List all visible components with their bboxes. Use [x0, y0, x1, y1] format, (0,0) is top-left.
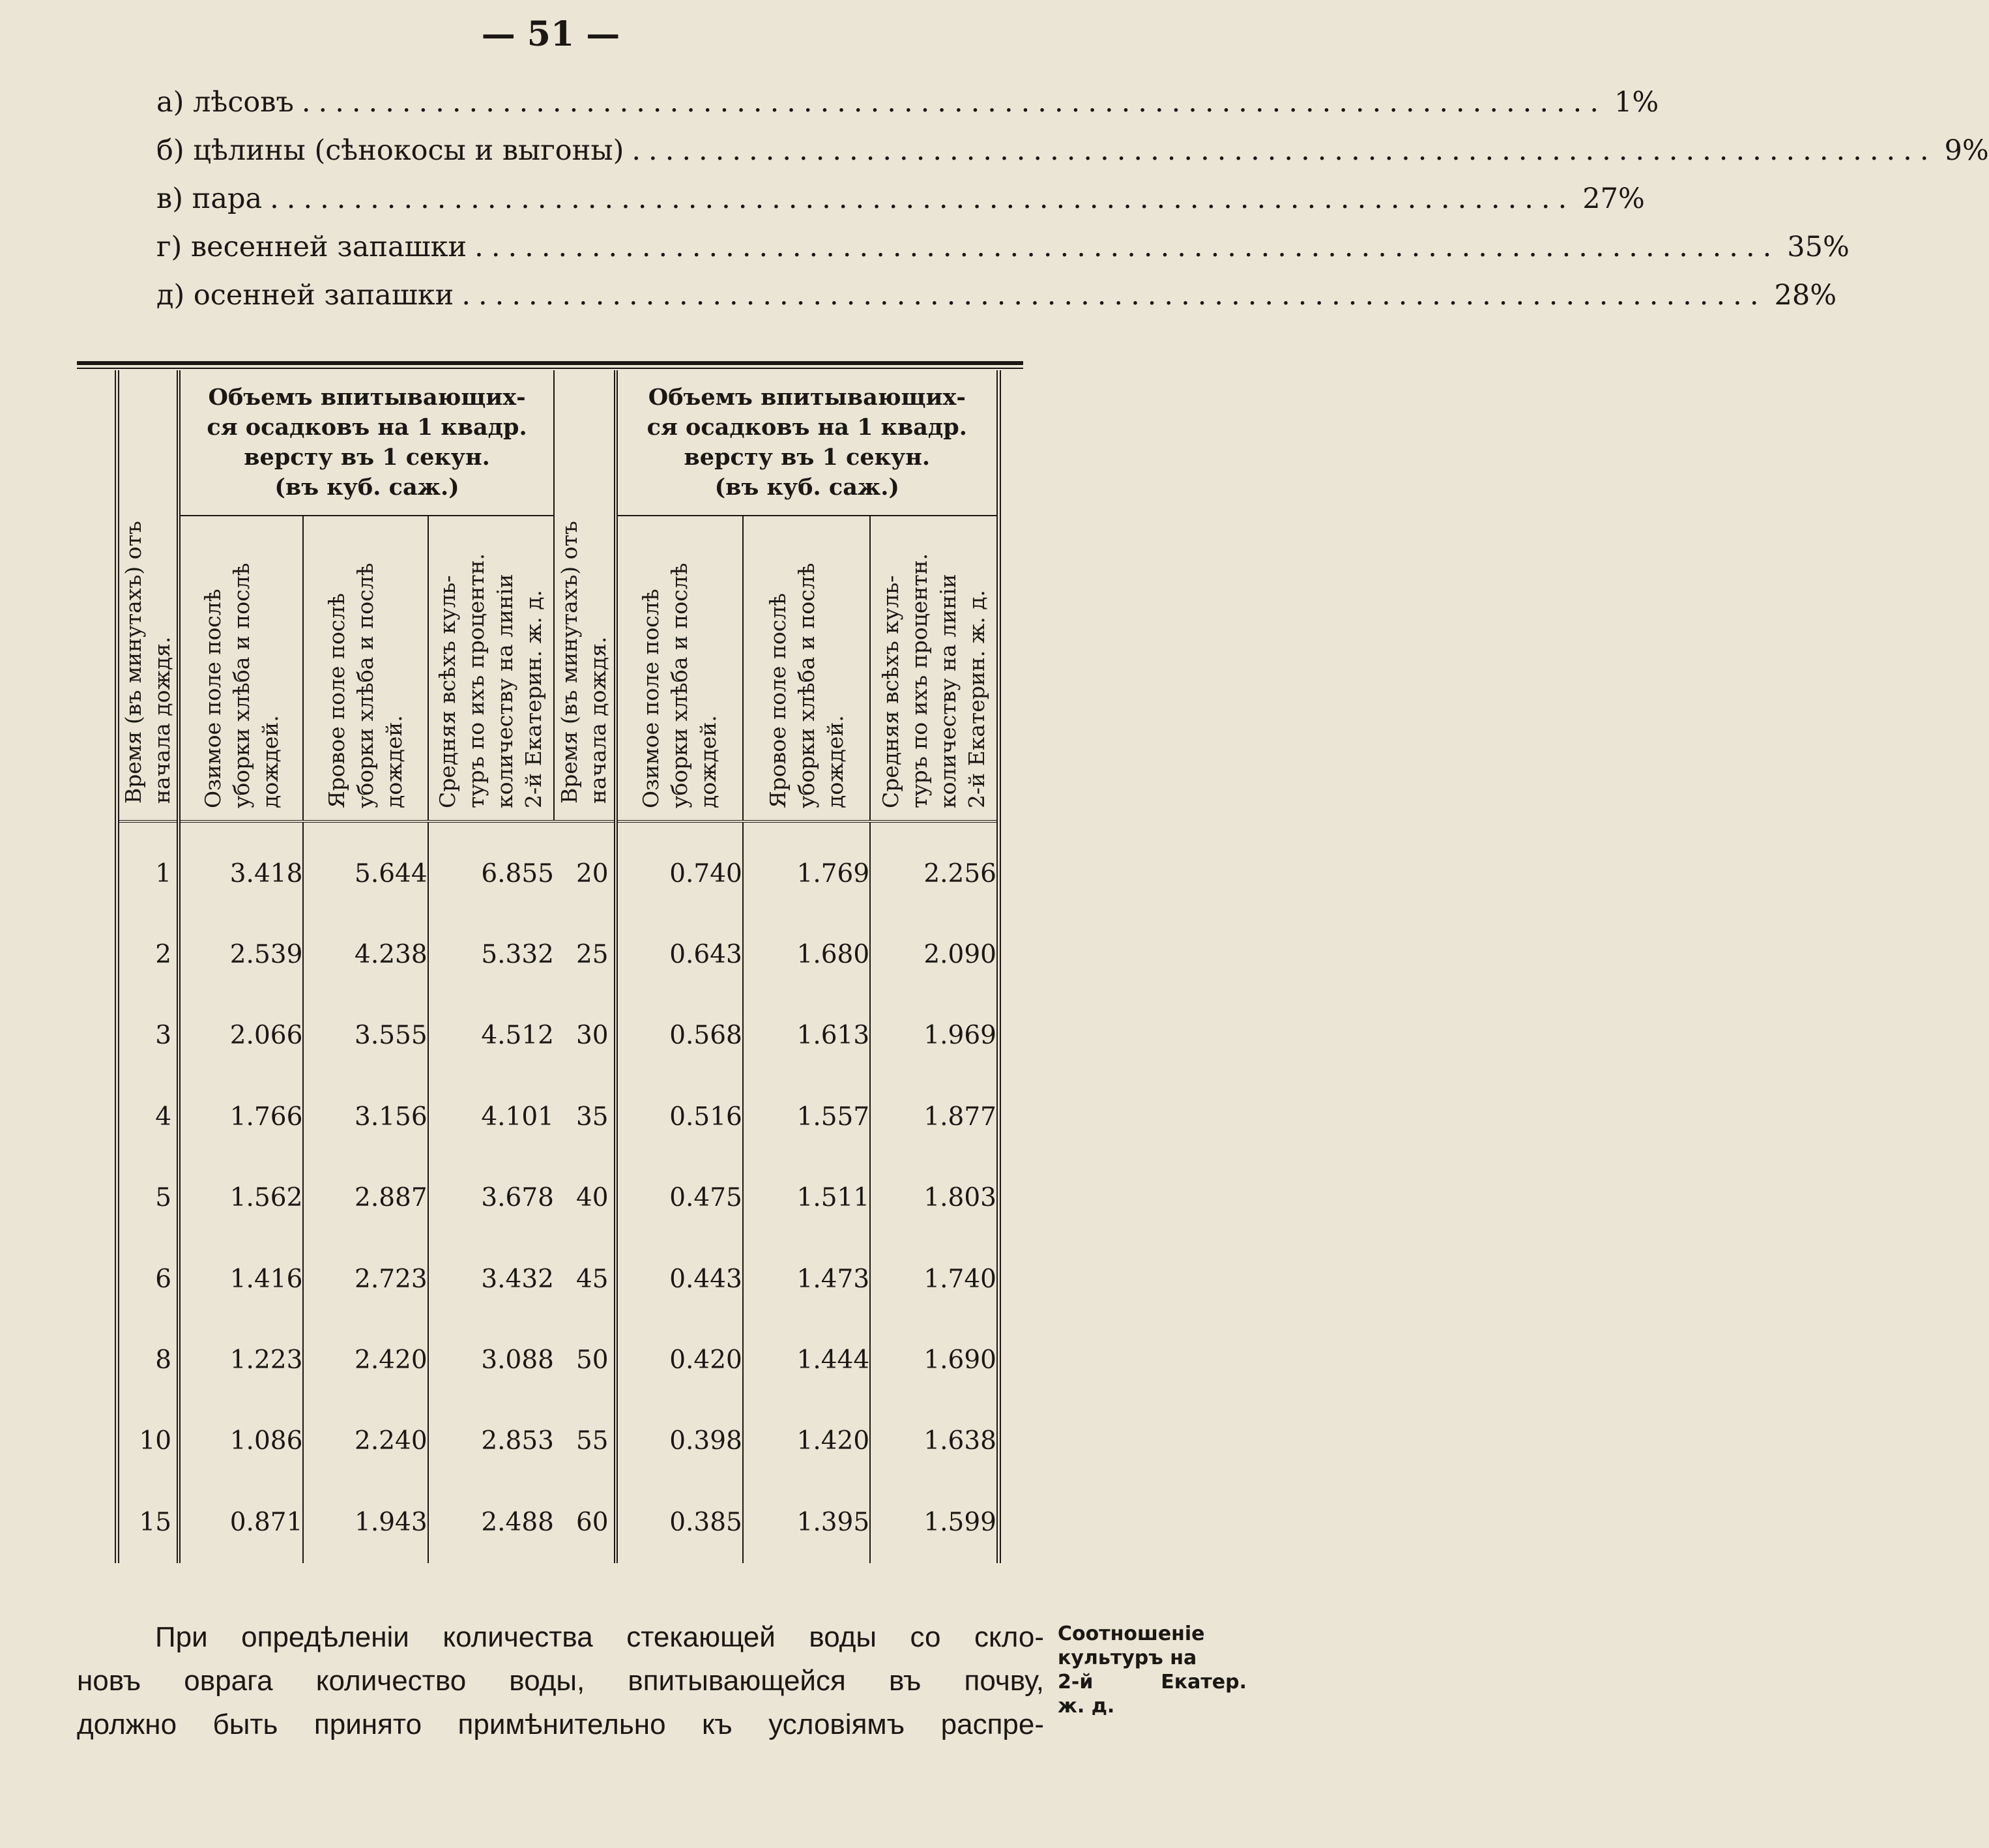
winter-cell: 2.539 [229, 940, 303, 970]
spring-cell: 1.473 [743, 1239, 870, 1319]
time-cell: 30 [554, 995, 616, 1076]
header-line: дождей. [695, 715, 721, 808]
time-cell: 8 [117, 1319, 179, 1400]
header-line: Средняя всѣхъ куль- [877, 575, 903, 808]
crop-label: г) весенней запашки [156, 231, 467, 263]
crop-item [156, 86, 1659, 134]
winter-cell: 1.086 [229, 1426, 303, 1456]
time-cell: 15 [117, 1482, 179, 1562]
volume-group-header [616, 370, 999, 516]
header-line: начала дождя. [149, 636, 175, 804]
table-row [117, 914, 999, 995]
table-row [117, 1401, 999, 1482]
winter-cell: 1.416 [229, 1264, 303, 1294]
header-line: дождей. [257, 715, 283, 808]
time-cell: 35 [554, 1076, 616, 1157]
header-line: Время (въ минутахъ) отъ [121, 521, 147, 804]
average-cell: 2.488 [428, 1482, 554, 1562]
average-cell: 3.432 [428, 1239, 554, 1319]
time-cell: 3 [117, 995, 179, 1076]
spring-cell: 4.238 [303, 914, 428, 995]
winter-cell: 3.418 [229, 858, 303, 888]
header-line: Озимое поле послѣ [199, 589, 225, 808]
crop-percent: 27% [1582, 183, 1645, 215]
time-cell: 40 [554, 1158, 616, 1239]
header-line: уборки хлѣба и послѣ [353, 563, 379, 808]
header-line: уборки хлѣба и послѣ [228, 563, 254, 808]
spring-field-header [743, 516, 870, 821]
winter-cell: 1.562 [229, 1183, 303, 1213]
winter-field-header [616, 516, 743, 821]
average-cell: 4.101 [428, 1076, 554, 1157]
header-line: (въ куб. саж.) [714, 474, 899, 501]
winter-field-header [179, 516, 303, 821]
header-line: Время (въ минутахъ) отъ [557, 521, 583, 804]
header-line: количеству на линіи [935, 574, 961, 808]
time-cell: 60 [554, 1482, 616, 1562]
page-number: — 51 — [481, 14, 620, 54]
average-cell: 5.332 [428, 914, 554, 995]
table-row [117, 1482, 999, 1562]
header-line: Объемъ впитывающих- [208, 384, 526, 411]
winter-cell: 0.420 [669, 1345, 742, 1375]
average-cell: 2.090 [870, 914, 998, 995]
average-header [870, 516, 998, 821]
average-cell: 2.853 [428, 1401, 554, 1482]
text-line: При опредѣленіи количества стекающей воды со скло- [155, 1621, 1044, 1653]
header-line: туръ по ихъ процентн. [906, 553, 932, 808]
spring-cell: 5.644 [303, 821, 428, 914]
header-line: версту въ 1 секун. [684, 444, 931, 471]
spring-cell: 1.420 [743, 1401, 870, 1482]
crop-percent: 9% [1944, 134, 1989, 167]
text-line: должно быть принято примѣнительно къ условіямъ распре- [77, 1709, 1044, 1740]
dot-leader: .............................................................................. [474, 231, 1780, 263]
header-line: (въ куб. саж.) [274, 474, 459, 501]
crop-item [156, 279, 1837, 327]
crop-item [156, 134, 1989, 183]
spring-cell: 1.680 [743, 914, 870, 995]
spring-field-header [303, 516, 428, 821]
spring-cell: 1.395 [743, 1482, 870, 1562]
margin-note-line: культуръ на [1058, 1647, 1197, 1669]
header-line: Озимое поле послѣ [638, 589, 664, 808]
header-line: ся осадковъ на 1 квадр. [207, 414, 527, 441]
spring-cell: 1.557 [743, 1076, 870, 1157]
spring-cell: 1.769 [743, 821, 870, 914]
average-cell: 4.512 [428, 995, 554, 1076]
average-cell: 1.969 [870, 995, 998, 1076]
header-line: количеству на линіи [492, 574, 518, 808]
time-cell: 55 [554, 1401, 616, 1482]
header-line: Объемъ впитывающих- [648, 384, 966, 411]
header-line: версту въ 1 секун. [244, 444, 490, 471]
time-cell: 45 [554, 1239, 616, 1319]
spring-cell: 3.156 [303, 1076, 428, 1157]
header-line: начала дождя. [585, 636, 611, 804]
dot-leader: .............................................................................. [632, 134, 1937, 167]
table-row [117, 1319, 999, 1400]
dot-leader: .............................................................................. [270, 183, 1575, 215]
crop-label: д) осенней запашки [156, 279, 454, 312]
header-line: уборки хлѣба и послѣ [793, 563, 819, 808]
time-cell: 2 [117, 914, 179, 995]
winter-cell: 0.740 [669, 858, 742, 888]
crop-label: а) лѣсовъ [156, 86, 294, 119]
crop-item [156, 231, 1850, 279]
spring-cell: 3.555 [303, 995, 428, 1076]
table-header-row [117, 370, 999, 516]
margin-note-line: Соотношеніе [1058, 1622, 1205, 1645]
time-cell: 25 [554, 914, 616, 995]
crop-label: б) цѣлины (сѣнокосы и выгоны) [156, 134, 624, 167]
spring-cell: 2.420 [303, 1319, 428, 1400]
table-row [117, 1158, 999, 1239]
spring-cell: 1.511 [743, 1158, 870, 1239]
dot-leader: .............................................................................. [461, 279, 1767, 312]
crop-percent: 35% [1787, 231, 1850, 263]
body-paragraph [77, 1615, 1044, 1746]
header-line: Яровое поле послѣ [764, 593, 791, 808]
table-top-rule [77, 361, 1023, 365]
crop-percent: 28% [1774, 279, 1837, 312]
header-line: уборки хлѣба и послѣ [667, 563, 693, 808]
time-cell: 10 [117, 1401, 179, 1482]
time-column-header [554, 370, 616, 821]
volume-group-header [179, 370, 554, 516]
dot-leader: .............................................................................. [301, 86, 1607, 119]
average-cell: 1.740 [870, 1239, 998, 1319]
spring-cell: 2.887 [303, 1158, 428, 1239]
average-cell: 2.256 [870, 821, 998, 914]
average-cell: 6.855 [428, 821, 554, 914]
time-column-header [117, 370, 179, 821]
winter-cell: 0.516 [669, 1102, 742, 1132]
average-cell: 1.599 [870, 1482, 998, 1562]
winter-cell: 0.475 [669, 1183, 742, 1213]
margin-note [1058, 1622, 1247, 1718]
winter-cell: 2.066 [229, 1021, 303, 1051]
header-line: туръ по ихъ процентн. [463, 553, 489, 808]
average-cell: 1.877 [870, 1076, 998, 1157]
spring-cell: 2.240 [303, 1401, 428, 1482]
winter-cell: 1.766 [229, 1102, 303, 1132]
time-cell: 6 [117, 1239, 179, 1319]
table-row [117, 1076, 999, 1157]
header-line: 2-й Екатерин. ж. д. [521, 589, 547, 808]
average-cell: 3.088 [428, 1319, 554, 1400]
spring-cell: 1.943 [303, 1482, 428, 1562]
spring-cell: 1.444 [743, 1319, 870, 1400]
winter-cell: 0.643 [669, 940, 742, 970]
margin-note-line: 2-й Екатер. [1058, 1671, 1247, 1694]
infiltration-table [115, 370, 1001, 1563]
average-cell: 1.803 [870, 1158, 998, 1239]
average-cell: 1.690 [870, 1319, 998, 1400]
winter-cell: 0.398 [669, 1426, 742, 1456]
spring-cell: 2.723 [303, 1239, 428, 1319]
crop-percent: 1% [1614, 86, 1659, 119]
header-line: дождей. [381, 715, 407, 808]
time-cell: 20 [554, 821, 616, 914]
crop-item [156, 183, 1645, 231]
table-row [117, 821, 999, 914]
winter-cell: 1.223 [229, 1345, 303, 1375]
winter-cell: 0.443 [669, 1264, 742, 1294]
spring-cell: 1.613 [743, 995, 870, 1076]
winter-cell: 0.385 [669, 1507, 742, 1537]
average-header [428, 516, 554, 821]
winter-cell: 0.871 [229, 1507, 303, 1537]
crop-label: в) пара [156, 183, 263, 215]
table-row [117, 1239, 999, 1319]
header-line: Средняя всѣхъ куль- [435, 575, 461, 808]
margin-note-line: ж. д. [1058, 1695, 1115, 1718]
time-cell: 5 [117, 1158, 179, 1239]
winter-cell: 0.568 [669, 1021, 742, 1051]
table-top-rule-thin [77, 368, 1023, 369]
time-cell: 50 [554, 1319, 616, 1400]
time-cell: 1 [117, 821, 179, 914]
header-line: дождей. [822, 715, 848, 808]
table-row [117, 995, 999, 1076]
time-cell: 4 [117, 1076, 179, 1157]
header-line: Яровое поле послѣ [324, 593, 350, 808]
crop-percentage-list [156, 86, 1989, 327]
header-line: 2-й Екатерин. ж. д. [963, 589, 989, 808]
text-line: новъ оврага количество воды, впитывающейся въ почву, [77, 1665, 1044, 1697]
average-cell: 3.678 [428, 1158, 554, 1239]
average-cell: 1.638 [870, 1401, 998, 1482]
header-line: ся осадковъ на 1 квадр. [646, 414, 967, 441]
